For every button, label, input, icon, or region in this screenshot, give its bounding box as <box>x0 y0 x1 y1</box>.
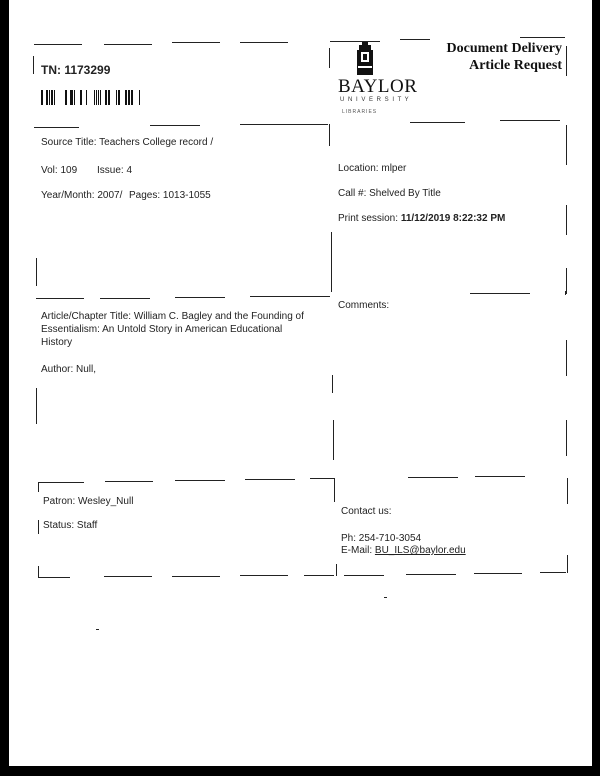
logo-tagline: LIBRARIES <box>342 109 378 115</box>
author: Author: Null, <box>41 364 97 375</box>
pages: Pages: 1013-1055 <box>129 190 211 201</box>
source-title: Source Title: Teachers College record / <box>41 137 214 148</box>
issue: Issue: 4 <box>97 165 133 176</box>
call-number: Call #: Shelved By Title <box>338 188 441 199</box>
comments-label: Comments: <box>338 300 390 311</box>
patron-status: Status: Staff <box>43 520 98 531</box>
article-title-line-3: History <box>41 337 73 348</box>
logo-subtext: U N I V E R S I T Y <box>340 97 410 103</box>
contact-email-link[interactable]: BU_ILS@baylor.edu <box>374 545 466 556</box>
volume: Vol: 109 <box>41 165 78 176</box>
contact-phone: Ph: 254-710-3054 <box>341 533 422 544</box>
contact-email <box>341 545 466 557</box>
article-title-line-2: Essentialism: An Untold Story in American Educational <box>41 324 283 335</box>
year-month: Year/Month: 2007/ <box>41 190 123 201</box>
location: Location: mlper <box>338 163 407 174</box>
scan-border-left <box>0 0 9 776</box>
contact-email-label: E-Mail: <box>341 545 375 556</box>
contact-label: Contact us: <box>341 506 392 517</box>
print-session-label: Print session: <box>338 213 401 224</box>
baylor-libraries-logo <box>338 42 418 118</box>
scan-border-right <box>592 0 600 776</box>
print-session <box>338 213 505 225</box>
barcode-icon <box>41 90 141 105</box>
transaction-number: TN: 1173299 <box>41 63 111 77</box>
print-session-value: 11/12/2019 8:22:32 PM <box>400 213 506 224</box>
scanned-page <box>9 0 592 766</box>
logo-wordmark: BAYLOR <box>338 76 418 97</box>
document-delivery-title: Document Delivery <box>446 41 562 56</box>
article-title-line-1: Article/Chapter Title: William C. Bagley and the Founding of <box>41 311 304 322</box>
scan-border-bottom <box>0 766 600 776</box>
patron-name: Patron: Wesley_Null <box>43 496 134 507</box>
article-request-title: Article Request <box>469 58 562 73</box>
